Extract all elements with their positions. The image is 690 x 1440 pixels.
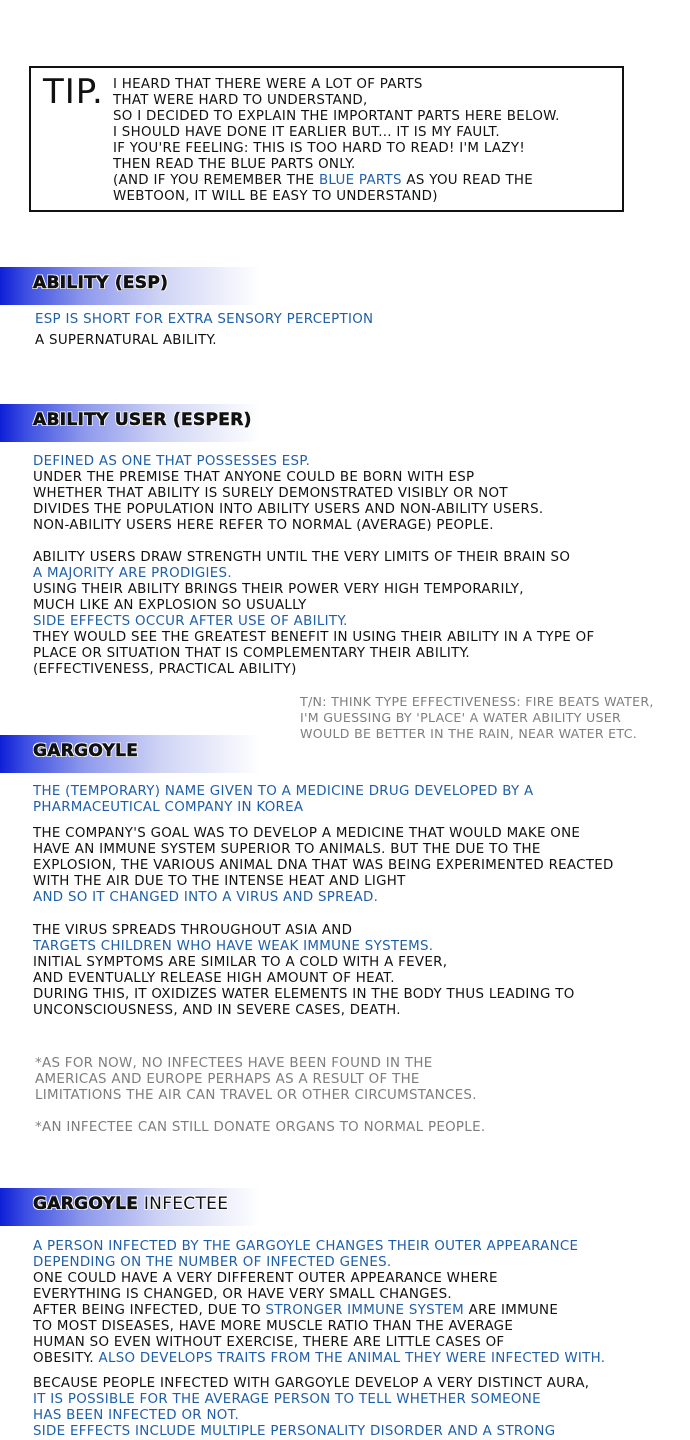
body-line: (EFFECTIVENESS, PRACTICAL ABILITY) [33, 662, 297, 677]
body-line: PLACE OR SITUATION THAT IS COMPLEMENTARY THEIR ABILITY. [33, 646, 470, 661]
body-line: WITH THE AIR DUE TO THE INTENSE HEAT AND LIGHT [33, 874, 406, 889]
body-line [33, 1303, 605, 1319]
footnote-line: *AN INFECTEE CAN STILL DONATE ORGANS TO NORMAL PEOPLE. [35, 1120, 486, 1135]
section-title: GARGOYLE [33, 741, 139, 761]
body-line: DEFINED AS ONE THAT POSSESSES ESP. [33, 454, 311, 469]
tip-box [29, 66, 624, 212]
body-line: AND EVENTUALLY RELEASE HIGH AMOUNT OF HEAT. [33, 971, 395, 986]
body-line: HAVE AN IMMUNE SYSTEM SUPERIOR TO ANIMALS. BUT THE DUE TO THE [33, 842, 541, 857]
body-line: THE COMPANY'S GOAL WAS TO DEVELOP A MEDICINE THAT WOULD MAKE ONE [33, 826, 581, 841]
body-line-highlight: STRONGER IMMUNE SYSTEM [265, 1303, 465, 1318]
tip-label: TIP. [43, 72, 104, 112]
tip-text [113, 77, 560, 205]
body-line: THE VIRUS SPREADS THROUGHOUT ASIA AND [33, 923, 353, 938]
body-line: TO MOST DISEASES, HAVE MORE MUSCLE RATIO THAN THE AVERAGE [33, 1319, 514, 1334]
body-line: THE (TEMPORARY) NAME GIVEN TO A MEDICINE DRUG DEVELOPED BY A [33, 784, 534, 799]
tip-line-highlight: BLUE PARTS [318, 173, 402, 188]
section-body-gargoyle-infectee [33, 1239, 605, 1440]
section-title [33, 1194, 228, 1214]
tip-line: THAT WERE HARD TO UNDERSTAND, [113, 93, 368, 108]
section-body-ability [35, 312, 373, 349]
body-line: TARGETS CHILDREN WHO HAVE WEAK IMMUNE SYSTEMS. [33, 939, 434, 954]
tip-line-part: (AND IF YOU REMEMBER THE [113, 173, 319, 188]
body-line: INITIAL SYMPTOMS ARE SIMILAR TO A COLD WITH A FEVER, [33, 955, 448, 970]
tip-line: I SHOULD HAVE DONE IT EARLIER BUT... IT IS MY FAULT. [113, 125, 500, 140]
tip-line: I HEARD THAT THERE WERE A LOT OF PARTS [113, 77, 423, 92]
body-line: A SUPERNATURAL ABILITY. [35, 333, 217, 348]
body-line: PHARMACEUTICAL COMPANY IN KOREA [33, 800, 304, 815]
body-line: EXPLOSION, THE VARIOUS ANIMAL DNA THAT WAS BEING EXPERIMENTED REACTED [33, 858, 614, 873]
body-line: UNDER THE PREMISE THAT ANYONE COULD BE BORN WITH ESP [33, 470, 475, 485]
translator-note [300, 694, 654, 742]
body-line: DIVIDES THE POPULATION INTO ABILITY USERS AND NON-ABILITY USERS. [33, 502, 544, 517]
body-line: ONE COULD HAVE A VERY DIFFERENT OUTER APPEARANCE WHERE [33, 1271, 498, 1286]
body-line: A MAJORITY ARE PRODIGIES. [33, 566, 232, 581]
section-title: ABILITY USER (ESPER) [33, 410, 252, 430]
body-line: SIDE EFFECTS INCLUDE MULTIPLE PERSONALITY DISORDER AND A STRONG [33, 1424, 556, 1439]
body-line: ESP IS SHORT FOR EXTRA SENSORY PERCEPTION [35, 312, 374, 327]
note-line: WOULD BE BETTER IN THE RAIN, NEAR WATER ETC. [300, 726, 638, 741]
body-line: UNCONSCIOUSNESS, AND IN SEVERE CASES, DEATH. [33, 1003, 401, 1018]
body-line: SIDE EFFECTS OCCUR AFTER USE OF ABILITY. [33, 614, 348, 629]
section-header-ability-user [0, 404, 260, 442]
footnote-line: LIMITATIONS THE AIR CAN TRAVEL OR OTHER CIRCUMSTANCES. [35, 1088, 477, 1103]
body-line: DURING THIS, IT OXIDIZES WATER ELEMENTS IN THE BODY THUS LEADING TO [33, 987, 575, 1002]
body-line: EVERYTHING IS CHANGED, OR HAVE VERY SMALL CHANGES. [33, 1287, 452, 1302]
tip-line [113, 173, 560, 189]
body-line: HAS BEEN INFECTED OR NOT. [33, 1408, 240, 1423]
body-line: DEPENDING ON THE NUMBER OF INFECTED GENES. [33, 1255, 392, 1270]
body-line-part: AFTER BEING INFECTED, DUE TO [33, 1303, 266, 1318]
body-line-part: ARE IMMUNE [464, 1303, 559, 1318]
section-header-ability [0, 267, 260, 305]
tip-line: WEBTOON, IT WILL BE EASY TO UNDERSTAND) [113, 189, 438, 204]
body-line-part: OBESITY. [33, 1351, 99, 1366]
body-line: THEY WOULD SEE THE GREATEST BENEFIT IN USING THEIR ABILITY IN A TYPE OF [33, 630, 595, 645]
body-line: HUMAN SO EVEN WITHOUT EXERCISE, THERE ARE LITTLE CASES OF [33, 1335, 505, 1350]
section-body-ability-user [33, 454, 594, 678]
section-header-gargoyle-infectee [0, 1188, 260, 1226]
tip-line: SO I DECIDED TO EXPLAIN THE IMPORTANT PARTS HERE BELOW. [113, 109, 560, 124]
body-line: BECAUSE PEOPLE INFECTED WITH GARGOYLE DEVELOP A VERY DISTINCT AURA, [33, 1376, 590, 1391]
body-line: USING THEIR ABILITY BRINGS THEIR POWER VERY HIGH TEMPORARILY, [33, 582, 524, 597]
body-line: MUCH LIKE AN EXPLOSION SO USUALLY [33, 598, 307, 613]
section-header-gargoyle [0, 735, 260, 773]
tip-line: IF YOU'RE FEELING: THIS IS TOO HARD TO READ! I'M LAZY! [113, 141, 525, 156]
footnotes [35, 1056, 485, 1136]
tip-line: THEN READ THE BLUE PARTS ONLY. [113, 157, 356, 172]
body-line: IT IS POSSIBLE FOR THE AVERAGE PERSON TO TELL WHETHER SOMEONE [33, 1392, 541, 1407]
body-line: A PERSON INFECTED BY THE GARGOYLE CHANGES THEIR OUTER APPEARANCE [33, 1239, 579, 1254]
note-line: I'M GUESSING BY 'PLACE' A WATER ABILITY USER [300, 710, 622, 725]
body-line: ABILITY USERS DRAW STRENGTH UNTIL THE VERY LIMITS OF THEIR BRAIN SO [33, 550, 571, 565]
body-line: NON-ABILITY USERS HERE REFER TO NORMAL (AVERAGE) PEOPLE. [33, 518, 494, 533]
section-title-plain: INFECTEE [138, 1194, 229, 1214]
body-line-highlight: ALSO DEVELOPS TRAITS FROM THE ANIMAL THEY WERE INFECTED WITH. [98, 1351, 606, 1366]
body-line [33, 1351, 605, 1367]
tip-line-part: AS YOU READ THE [401, 173, 534, 188]
note-line: T/N: THINK TYPE EFFECTIVENESS: FIRE BEATS WATER, [300, 694, 654, 709]
footnote-line: AMERICAS AND EUROPE PERHAPS AS A RESULT OF THE [35, 1072, 420, 1087]
body-line: WHETHER THAT ABILITY IS SURELY DEMONSTRATED VISIBLY OR NOT [33, 486, 508, 501]
section-title: ABILITY (ESP) [33, 273, 169, 293]
section-body-gargoyle [33, 784, 614, 1019]
footnote-line: *AS FOR NOW, NO INFECTEES HAVE BEEN FOUND IN THE [35, 1056, 433, 1071]
body-line: AND SO IT CHANGED INTO A VIRUS AND SPREAD. [33, 890, 379, 905]
section-title-bold: GARGOYLE [33, 1194, 139, 1214]
